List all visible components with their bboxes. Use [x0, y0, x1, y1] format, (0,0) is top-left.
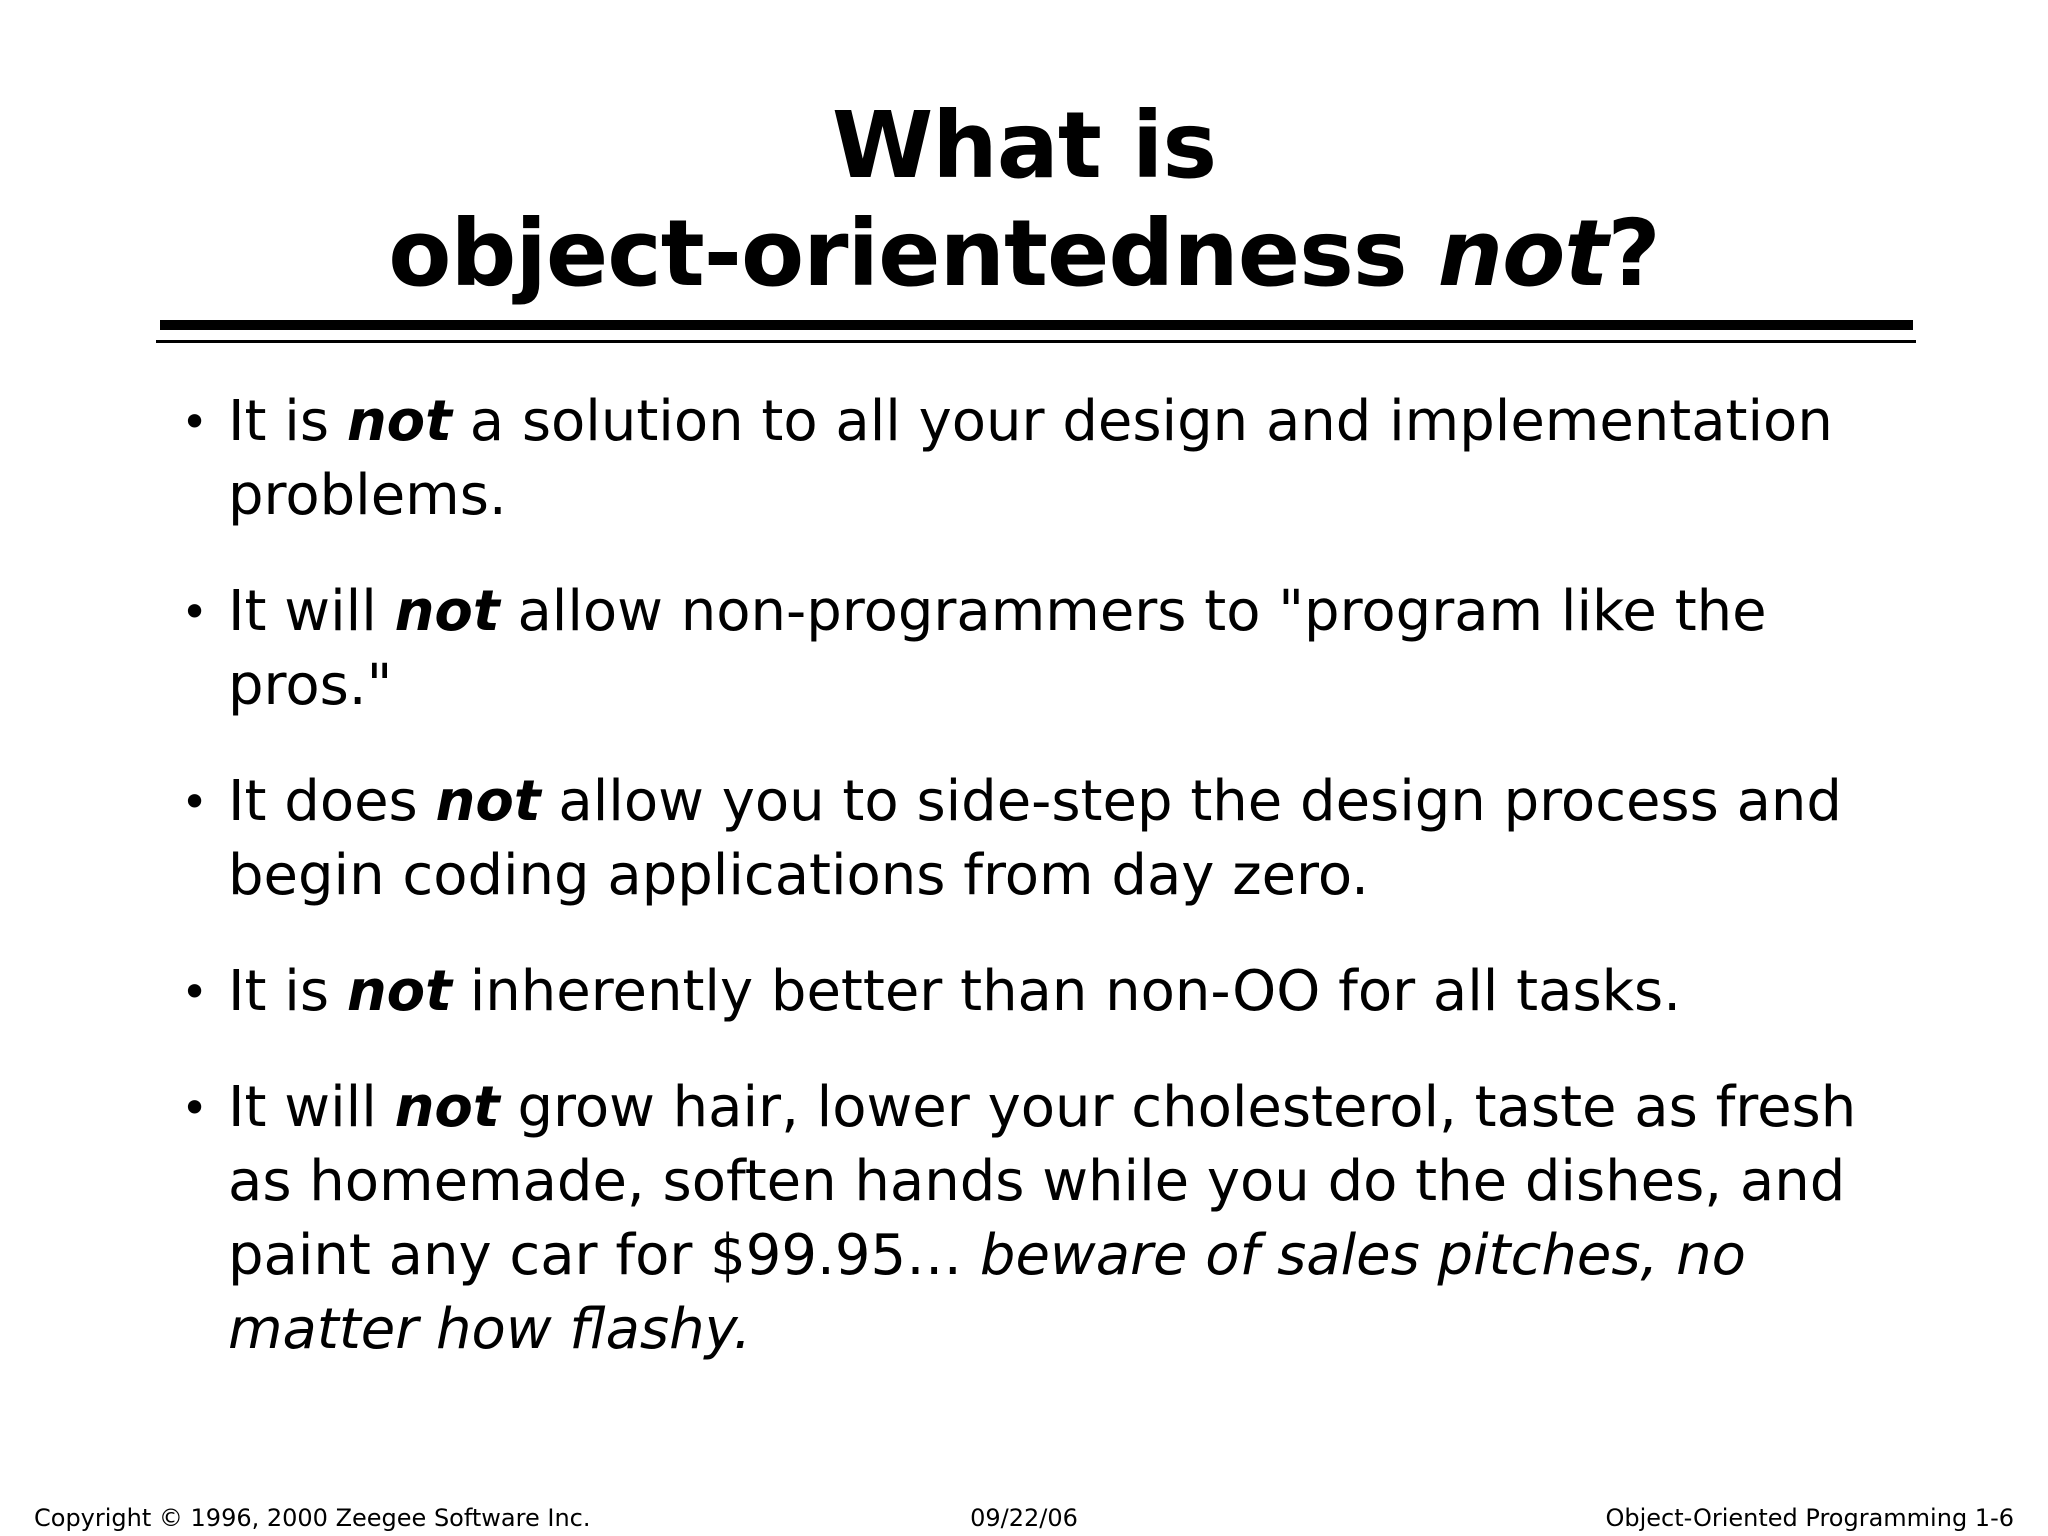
- slide-title: [0, 92, 2048, 308]
- footer-page-label: Object-Oriented Programming 1-6: [1605, 1504, 2014, 1532]
- bullet-emphasis: not: [394, 579, 500, 644]
- bullet-icon: •: [181, 965, 209, 1019]
- bullet-emphasis: not: [346, 959, 452, 1024]
- footer-copyright: Copyright © 1996, 2000 Zeegee Software Inc.: [34, 1504, 591, 1532]
- bullet-text-post: allow you to side-step the design process and begin coding applications from day zero.: [228, 769, 1842, 908]
- bullet-emphasis: not: [394, 1075, 500, 1140]
- bullet-item-1: [0, 385, 1868, 533]
- title-line-2-text: object-orientedness: [388, 200, 1438, 307]
- footer-date: 09/22/06: [970, 1504, 1078, 1532]
- bullet-text-pre: It does: [228, 769, 436, 834]
- bullet-item-4: [0, 955, 1868, 1029]
- bullet-text-post: a solution to all your design and implementation problems.: [228, 389, 1833, 528]
- bullet-icon: •: [181, 775, 209, 829]
- bullet-icon: •: [181, 585, 209, 639]
- bullet-item-5: [0, 1071, 1868, 1367]
- bullet-icon: •: [181, 1081, 209, 1135]
- bullet-text-pre: It is: [228, 389, 347, 454]
- bullet-text-post: grow hair, lower your cholesterol, taste as fresh as homemade, soften hands while you do the dishes, and paint any car for $99.95…: [228, 1075, 1857, 1288]
- bullet-italic-tail: beware of sales pitches, no matter how flashy.: [228, 1223, 1746, 1362]
- title-rule-thick: [160, 320, 1913, 330]
- bullet-text-pre: It is: [228, 959, 347, 1024]
- bullet-text-pre: It will: [228, 1075, 395, 1140]
- bullet-item-3: [0, 765, 1868, 913]
- bullet-emphasis: not: [346, 389, 452, 454]
- title-line-1: What is: [831, 92, 1217, 199]
- title-rule-thin: [156, 340, 1916, 343]
- bullet-text-post: inherently better than non-OO for all tasks.: [451, 959, 1682, 1024]
- bullet-item-2: [0, 575, 1868, 723]
- bullet-icon: •: [181, 395, 209, 449]
- title-emphasis: not: [1437, 200, 1608, 307]
- title-line-2: [0, 200, 2048, 308]
- bullet-text-pre: It will: [228, 579, 395, 644]
- title-question-mark: ?: [1607, 200, 1660, 307]
- bullet-list: [0, 385, 2048, 1409]
- bullet-emphasis: not: [435, 769, 541, 834]
- bullet-text-post: allow non-programmers to "program like the pros.": [228, 579, 1767, 718]
